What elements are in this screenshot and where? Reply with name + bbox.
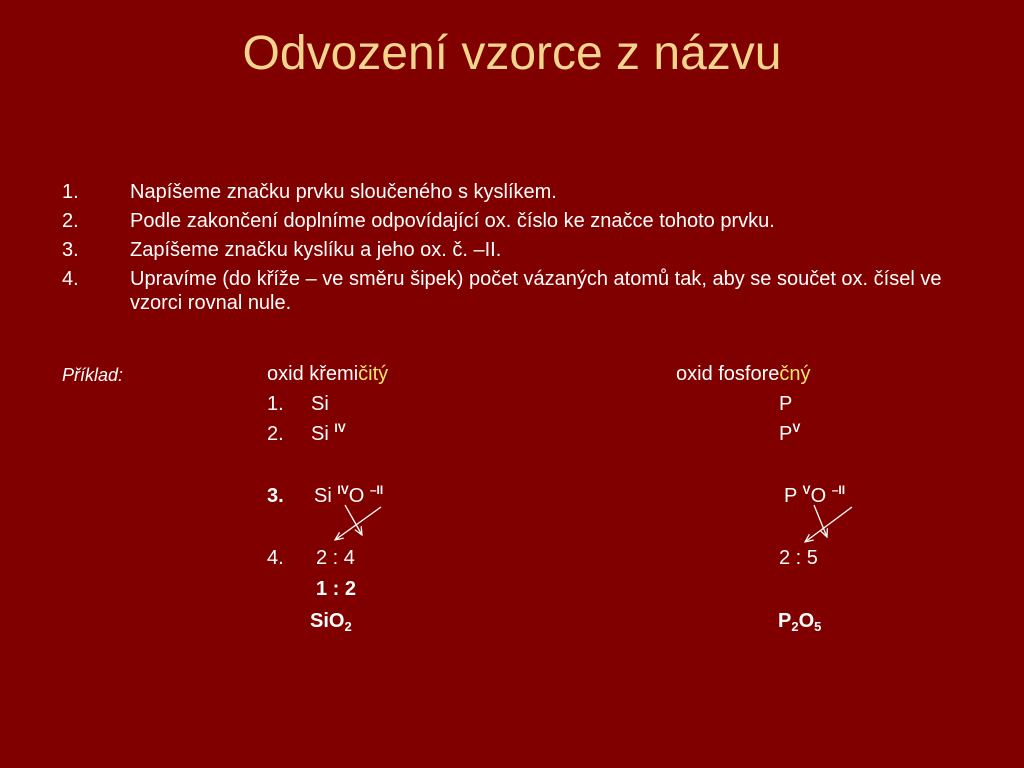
step-number: 4. xyxy=(62,268,79,290)
left-name-suffix: čitý xyxy=(358,363,389,385)
left-step-1-symbol: Si xyxy=(311,393,329,415)
left-step-3-ox: IV xyxy=(337,483,349,497)
right-step-3-symbol: P xyxy=(784,485,797,507)
right-name-suffix: čný xyxy=(779,363,811,385)
right-step-3-oxygen-ox: –II xyxy=(831,483,846,497)
step-number: 1. xyxy=(62,181,79,203)
right-arrow-oxygen-to-p xyxy=(805,507,852,542)
left-step-2-number: 2. xyxy=(267,423,284,445)
right-formula-o: O xyxy=(798,610,815,632)
right-step-3-oxygen: O xyxy=(810,485,827,507)
left-formula-subscript: 2 xyxy=(344,619,352,634)
left-step-4-number: 4. xyxy=(267,547,284,569)
right-step-2-ox: V xyxy=(792,421,801,435)
left-step-3-number: 3. xyxy=(267,485,284,507)
step-text: Zapíšeme značku kyslíku a jeho ox. č. –II. xyxy=(130,239,502,261)
left-step-4-ratio: 2 : 4 xyxy=(316,547,355,569)
left-arrow-oxygen-to-si xyxy=(335,507,381,540)
step-text: Napíšeme značku prvku sloučeného s kyslíkem. xyxy=(130,181,557,203)
step-text: Upravíme (do kříže – ve směru šipek) počet vázaných atomů tak, aby se součet ox. čísel ve vzorci rovnal nule. xyxy=(130,268,942,314)
right-arrow-ox-to-oxygen xyxy=(814,505,827,537)
right-step-2-symbol: P xyxy=(779,423,793,445)
right-formula-p-subscript: 2 xyxy=(791,619,799,634)
left-step-2-ox: IV xyxy=(334,421,346,435)
left-reduced-ratio: 1 : 2 xyxy=(316,578,357,600)
right-name-prefix: oxid fosfore xyxy=(676,363,780,385)
left-formula-text: SiO xyxy=(310,610,345,632)
step-text: Podle zakončení doplníme odpovídající ox. číslo ke značce tohoto prvku. xyxy=(130,210,775,232)
left-step-3-oxygen-ox: –II xyxy=(369,483,384,497)
step-number: 3. xyxy=(62,239,79,261)
example-label: Příklad: xyxy=(62,365,124,385)
left-step-2-symbol: Si xyxy=(311,423,329,445)
left-step-1-number: 1. xyxy=(267,393,284,415)
left-name-prefix: oxid křemi xyxy=(267,363,359,385)
right-step-3-ox: V xyxy=(802,483,811,497)
right-step-1-symbol: P xyxy=(779,393,793,415)
right-formula-p: P xyxy=(778,610,792,632)
page-title: Odvození vzorce z názvu xyxy=(242,27,782,80)
left-step-3-symbol: Si xyxy=(314,485,332,507)
right-step-4-ratio: 2 : 5 xyxy=(779,547,818,569)
left-step-3-oxygen: O xyxy=(348,485,365,507)
step-number: 2. xyxy=(62,210,79,232)
right-formula-o-subscript: 5 xyxy=(814,619,822,634)
